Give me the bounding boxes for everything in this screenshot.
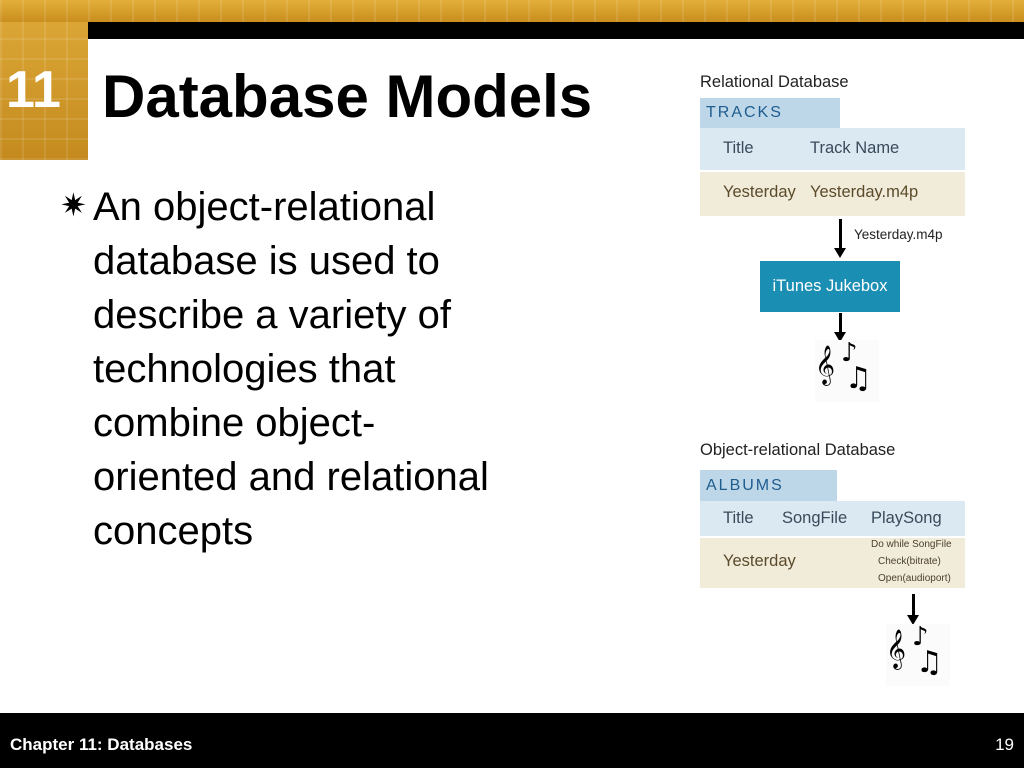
slide-title: Database Models	[102, 63, 593, 130]
relational-label: Relational Database	[700, 73, 849, 91]
header-black-rule	[88, 22, 1024, 39]
music-notes-icon: 𝄞 ♪ ♫	[886, 624, 950, 686]
page-number: 19	[995, 735, 1014, 754]
arrow-down-icon	[834, 248, 846, 258]
albums-table-name: ALBUMS	[700, 470, 837, 501]
object-relational-label: Object-relational Database	[700, 441, 896, 459]
method-line: Check(bitrate)	[878, 556, 941, 567]
bullet-text: An object-relational database is used to describe a variety of technologies that combine object-oriented and relational concepts	[93, 185, 489, 553]
footer-chapter-title: Chapter 11: Databases	[10, 735, 193, 754]
itunes-jukebox-box	[760, 261, 900, 312]
albums-header-playsong: PlaySong	[871, 509, 942, 527]
method-line: Open(audioport)	[878, 573, 951, 584]
tracks-cell-trackname: Yesterday.m4p	[810, 183, 919, 201]
albums-header-row	[700, 501, 965, 536]
albums-header-title: Title	[723, 509, 754, 527]
tracks-table-name: TRACKS	[700, 98, 840, 128]
tracks-header-title: Title	[723, 139, 754, 157]
albums-header-songfile: SongFile	[782, 509, 848, 527]
tracks-data-row	[700, 172, 965, 216]
arrow-shaft	[839, 219, 842, 249]
albums-cell-title: Yesterday	[723, 552, 796, 570]
tracks-cell-title: Yesterday	[723, 183, 796, 201]
arrow-shaft	[839, 313, 842, 333]
transfer-file-label: Yesterday.m4p	[854, 227, 943, 242]
star-bullet-icon: ✷	[60, 187, 87, 223]
tracks-header-row	[700, 128, 965, 170]
method-line: Do while SongFile	[871, 539, 952, 550]
music-notes-icon: 𝄞 ♪ ♫	[815, 340, 879, 402]
header-gold-band	[0, 0, 1024, 22]
chapter-number: 11	[6, 61, 61, 119]
tracks-header-trackname: Track Name	[810, 139, 900, 157]
footer-bar	[0, 713, 1024, 768]
albums-data-row	[700, 538, 965, 588]
itunes-jukebox-label: iTunes Jukebox	[772, 277, 888, 295]
chapter-badge	[0, 22, 88, 160]
arrow-shaft	[912, 594, 915, 616]
